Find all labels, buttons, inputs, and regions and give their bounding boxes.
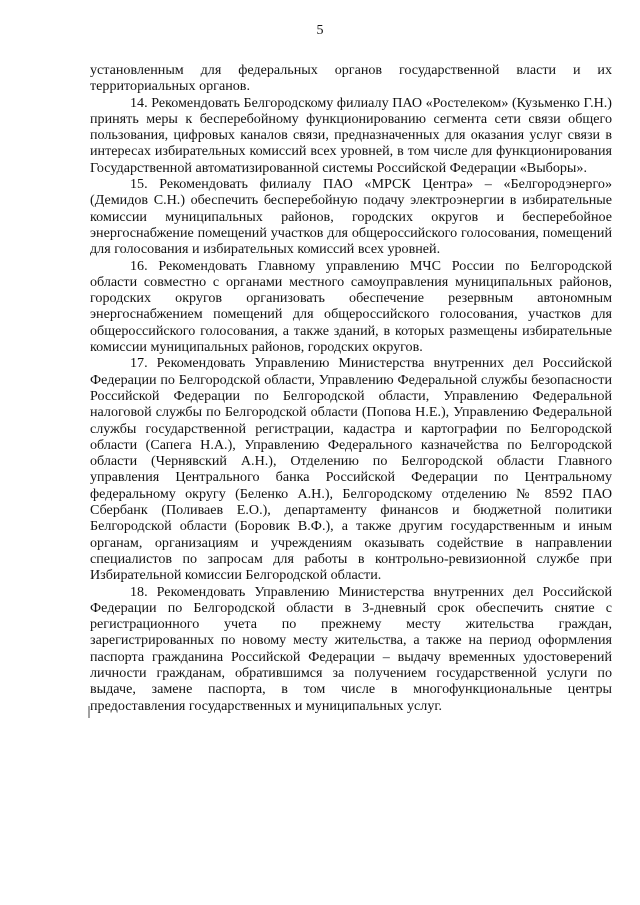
paragraph-15: 15. Рекомендовать филиалу ПАО «МРСК Центра» – «Белгородэнерго» (Демидов С.Н.) обеспечить бесперебойную подачу электроэнергии в избирательные комиссии муниципальных районов, городских округов и бесперебойное энергоснабжение помещений участков для общероссийского голосования, помещений для голосования и избирательных комиссий всех уровней. bbox=[90, 176, 612, 258]
paragraph-16: 16. Рекомендовать Главному управлению МЧС России по Белгородской области совместно с органами местного самоуправления муниципальных районов, городских округов организовать обеспечение резервным автономным энергоснабжением помещений для общероссийского голосования, участков для общероссийского голосования, а также зданий, в которых размещены избирательные комиссии муниципальных районов, городских округов. bbox=[90, 257, 612, 356]
paragraph-continuation: установленным для федеральных органов государственной власти и их территориальных органов. bbox=[90, 62, 612, 95]
page-number: 5 bbox=[316, 23, 324, 38]
paragraph-14: 14. Рекомендовать Белгородскому филиалу ПАО «Ростелеком» (Кузьменко Г.Н.) принять меры к бесперебойному функционированию сегмента сети связи общего пользования, цифровых каналов связи, предназначенных для оказания услуг связи в интересах избирательных комиссий всех уровней, в том числе для функционирования Государственной автоматизированной системы Российской Федерации «Выборы». bbox=[90, 94, 612, 176]
document-body bbox=[90, 62, 612, 714]
paragraph-18: 18. Рекомендовать Управлению Министерства внутренних дел Российской Федерации по Белгородской области в 3-дневный срок обеспечить снятие с регистрационного учета по прежнему месту жительства граждан, зарегистрированных по новому месту жительства, а также на период оформления паспорта гражданина Российской Федерации – выдачу временных удостоверений личности гражданам, обратившимся за получением государственной услуги по выдаче, замене паспорта, в том числе в многофункциональные центры предоставления государственных и муниципальных услуг. bbox=[90, 583, 612, 714]
paragraph-17: 17. Рекомендовать Управлению Министерства внутренних дел Российской Федерации по Белгородской области, Управлению Федеральной службы безопасности Российской Федерации по Белгородской области, Управлению Федеральной налоговой службы по Белгородской области (Попова Н.Е.), Управлению Федеральной службы государственной регистрации, кадастра и картографии по Белгородской области (Сапега Н.А.), Управлению Федерального казначейства по Белгородской области (Чернявский А.Н.), Отделению по Белгородской области Главного управления Центрального банка Российской Федерации по Центральному федеральному округу (Беленко А.Н.), Белгородскому отделению № 8592 ПАО Сбербанк (Поливаев Е.О.), департаменту финансов и бюджетной политики Белгородской области (Боровик В.Ф.), а также другим государственным и иным органам, организациям и учреждениям оказывать содействие в направлении специалистов по запросам для работы в контрольно-ревизионной службе при Избирательной комиссии Белгородской области. bbox=[90, 355, 612, 584]
scan-artifact-mark bbox=[88, 706, 90, 718]
